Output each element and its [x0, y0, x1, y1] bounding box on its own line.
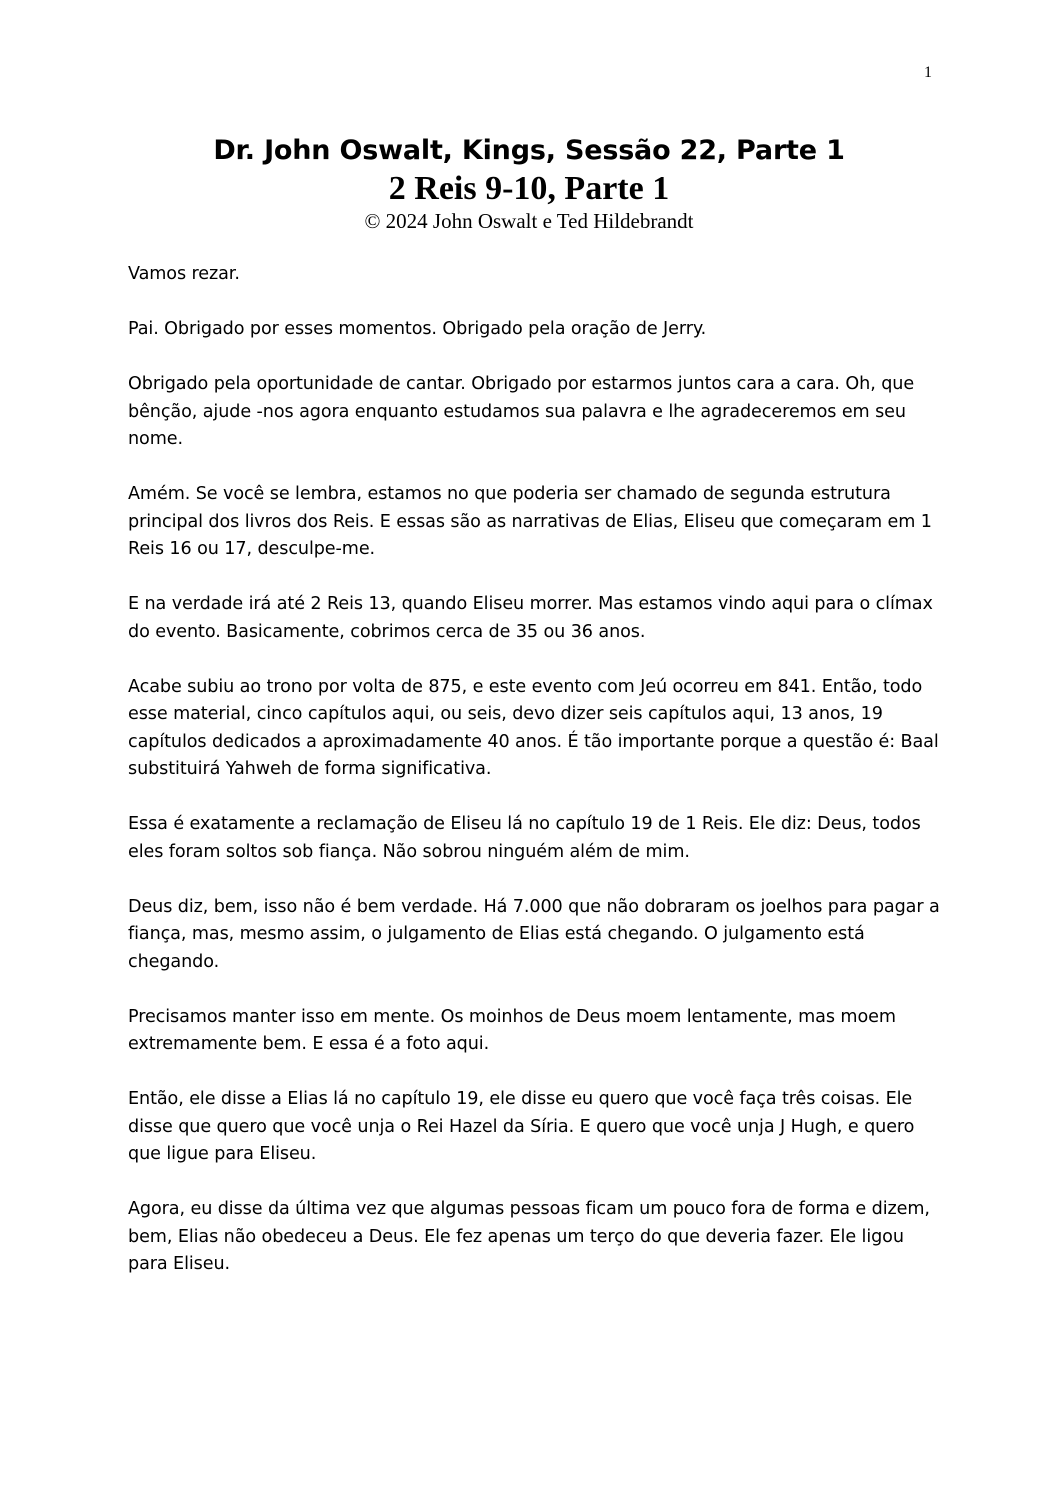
document-title: Dr. John Oswalt, Kings, Sessão 22, Parte 1	[213, 135, 845, 166]
paragraph: Agora, eu disse da última vez que algumas pessoas ficam um pouco fora de forma e dizem, bem, Elias não obedeceu a Deus. Ele fez apenas um terço do que deveria fazer. Ele ligou para Eliseu.	[128, 1199, 930, 1274]
document-header	[0, 133, 1058, 233]
page-number: 1	[924, 64, 932, 81]
paragraph: Essa é exatamente a reclamação de Eliseu lá no capítulo 19 de 1 Reis. Ele diz: Deus, todos eles foram soltos sob fiança. Não sobrou ninguém além de mim.	[128, 814, 921, 862]
document-subtitle: 2 Reis 9-10, Parte 1	[388, 170, 670, 207]
copyright-notice: © 2024 John Oswalt e Ted Hildebrandt	[364, 209, 694, 233]
paragraph: Amém. Se você se lembra, estamos no que poderia ser chamado de segunda estrutura principal dos livros dos Reis. E essas são as narrativas de Elias, Eliseu que começaram em 1 Reis 16 ou 17, desculpe-me.	[128, 484, 932, 559]
paragraph: Vamos rezar.	[128, 264, 240, 284]
transcript-body	[128, 261, 948, 1306]
paragraph: Deus diz, bem, isso não é bem verdade. Há 7.000 que não dobraram os joelhos para pagar a fiança, mas, mesmo assim, o julgamento de Elias está chegando. O julgamento está chegando.	[128, 896, 940, 972]
paragraph: Então, ele disse a Elias lá no capítulo 19, ele disse eu quero que você faça três coisas. Ele disse que quero que você unja o Rei Hazel da Síria. E quero que você unja J Hugh, e quero que ligue para Eliseu.	[128, 1089, 915, 1164]
paragraph: Pai. Obrigado por esses momentos. Obrigado pela oração de Jerry.	[128, 319, 707, 339]
paragraph: Acabe subiu ao trono por volta de 875, e este evento com Jeú ocorreu em 841. Então, todo esse material, cinco capítulos aqui, ou seis, devo dizer seis capítulos aqui, 13 anos, 19 capítulos dedicados a aproximadamente 40 anos. É tão importante porque a questão é: Baal substituirá Yahweh de forma significativa.	[128, 676, 939, 779]
paragraph: Obrigado pela oportunidade de cantar. Obrigado por estarmos juntos cara a cara. Oh, que bênção, ajude -nos agora enquanto estudamos sua palavra e lhe agradeceremos em seu nome.	[128, 374, 915, 449]
paragraph: E na verdade irá até 2 Reis 13, quando Eliseu morrer. Mas estamos vindo aqui para o clímax do evento. Basicamente, cobrimos cerca de 35 ou 36 anos.	[128, 594, 933, 642]
paragraph: Precisamos manter isso em mente. Os moinhos de Deus moem lentamente, mas moem extremamente bem. E essa é a foto aqui.	[128, 1006, 896, 1054]
